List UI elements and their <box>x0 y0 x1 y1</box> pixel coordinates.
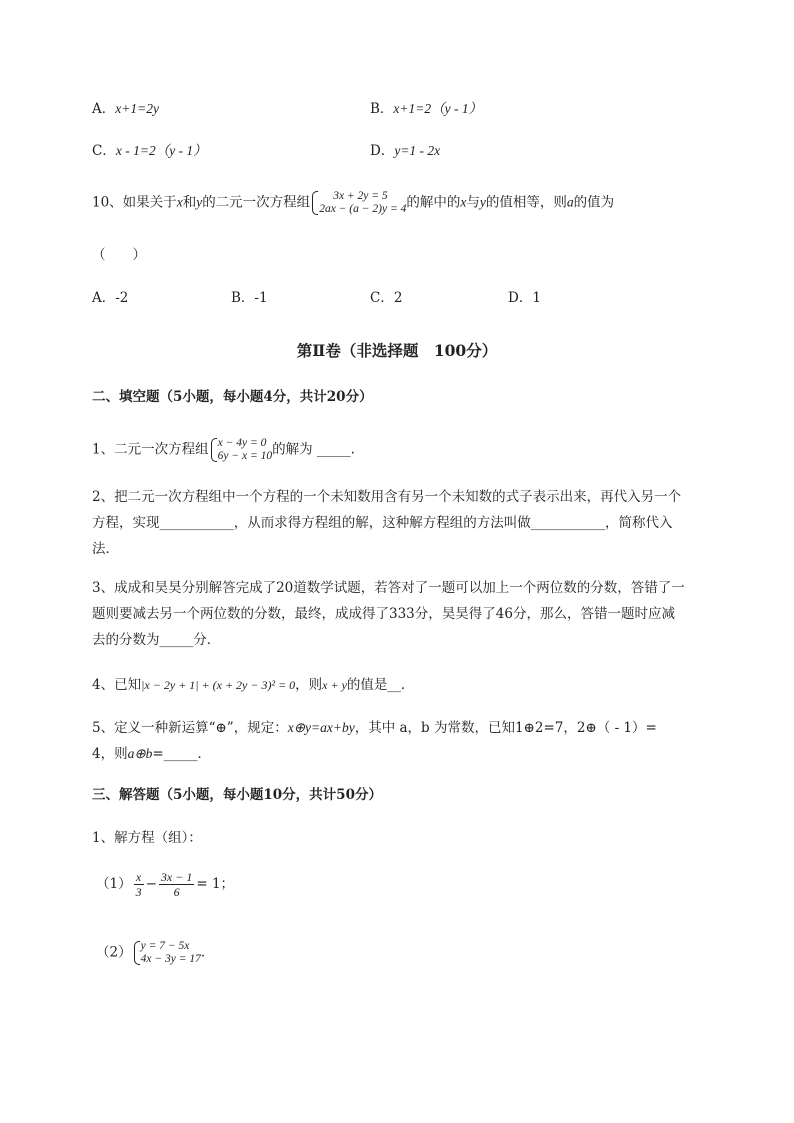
part2-q2-line3: 法． <box>92 541 119 557</box>
part2-q5-line1-c: ，其中 a，b 为常数，已知1⊕2=7，2⊕（ - 1）= <box>354 720 657 736</box>
part2-q1-system <box>209 437 272 463</box>
part2-q5 <box>92 715 657 767</box>
part3-sub2-eq1: y = 7 − 5x <box>140 940 190 952</box>
q10-suffix3: 的值为 <box>573 194 615 211</box>
q10-var-y: y <box>196 194 203 210</box>
part3-sub1 <box>96 870 234 899</box>
part2-q5-line2-c: =_____． <box>152 746 211 762</box>
part2-q5-line1-a: 5、定义一种新运算“⊕”，规定： <box>92 720 288 736</box>
part2-q3-line1: 3、成成和昊昊分别解答完成了20道数学试题，若答对了一题可以加上一个两位数的分数，答错了一 <box>92 580 685 596</box>
part2-q1-suffix: 的解为 _____. <box>272 441 355 458</box>
q9-option-a-label: A． <box>92 101 116 117</box>
q9-option-b <box>370 100 482 118</box>
part2-q1-eq2: 6y − x = 10 <box>217 450 273 462</box>
q9-option-d <box>370 142 440 160</box>
q10-var-a: a <box>566 194 574 210</box>
part3-sub1-label: （1） <box>96 876 132 892</box>
part3-sub2-system <box>132 940 201 966</box>
part3-sub1-den1: 3 <box>135 885 142 899</box>
q10-var-y2: y <box>479 194 486 210</box>
part2-q1-eq1: x − 4y = 0 <box>217 437 267 449</box>
q9-option-c-label: C． <box>92 143 116 159</box>
q10-suffix2: 的值相等，则 <box>485 194 567 211</box>
q10-option-a: A．-2 <box>92 290 129 306</box>
q9-option-d-expr: y=1 - 2x <box>394 143 441 158</box>
q10-var-x: x <box>176 194 183 210</box>
part3-sub1-num1: x <box>134 870 144 885</box>
part2-q4-expr: |x − 2y + 1| + (x + 2y − 3)² = 0 <box>141 678 296 692</box>
q10-with: 与 <box>466 194 480 211</box>
part2-q2 <box>92 484 681 562</box>
q10-suffix1: 的解中的 <box>406 194 461 211</box>
part2-q4-mid: ，则 <box>295 677 323 693</box>
part2-q2-line1: 2、把二元一次方程组中一个方程的一个未知数用含有另一个未知数的式子表示出来，再代入另一个 <box>92 489 682 505</box>
part3-sub1-num2: 3x − 1 <box>160 870 193 884</box>
part2-q5-line1-b: x⊕y=ax+by <box>287 720 355 735</box>
q9-option-a <box>92 100 159 118</box>
q9-option-b-label: B． <box>370 101 394 117</box>
q10-answer-paren: （ ） <box>92 247 146 263</box>
part2-q1 <box>92 437 355 463</box>
part2-q5-line2 <box>92 741 657 767</box>
part3-sub2 <box>96 940 214 966</box>
part2-heading: 二、填空题（5小题，每小题4分，共计20分） <box>92 389 373 405</box>
q10-and: 和 <box>182 194 197 211</box>
part2-q3 <box>92 575 685 653</box>
part3-sub2-end: ． <box>200 944 215 961</box>
q10-option-b: B．-1 <box>231 290 268 306</box>
part3-heading: 三、解答题（5小题，每小题10分，共计50分） <box>92 787 382 803</box>
part3-sub1-frac2 <box>159 870 194 899</box>
q9-option-b-expr: x+1=2（y - 1） <box>393 101 483 116</box>
part3-sub2-label: （2） <box>96 944 132 961</box>
part2-q3-line3: 去的分数为_____分． <box>92 632 221 648</box>
q10-stem <box>92 190 614 216</box>
q10-option-c: C．2 <box>370 290 403 306</box>
q9-option-c <box>92 142 207 160</box>
part3-sub1-minus: − <box>145 876 157 892</box>
part2-q1-prefix: 1、二元一次方程组 <box>92 441 209 458</box>
q10-option-d: D．1 <box>508 290 541 306</box>
part2-q4-suffix: 的值是__． <box>346 677 415 693</box>
q9-option-c-expr: x - 1=2（y - 1） <box>115 143 207 158</box>
part3-sub1-den2: 6 <box>173 885 180 899</box>
part3-sub1-frac1 <box>134 870 144 899</box>
part2-q4-prefix: 4、已知 <box>92 677 142 693</box>
part2-q5-line2-a: 4，则 <box>92 746 128 762</box>
q10-eq2: 2ax − (a − 2)y = 4 <box>319 203 407 215</box>
section-title: 第Ⅱ卷（非选择题 100分） <box>296 341 498 360</box>
q10-eq1: 3x + 2y = 5 <box>333 190 388 202</box>
part3-sub2-eq2: 4x − 3y = 17 <box>140 953 201 965</box>
part3-q1: 1、解方程（组）： <box>92 830 202 846</box>
part2-q5-line1 <box>92 715 657 741</box>
part3-sub1-rhs: = 1； <box>196 876 235 892</box>
q10-equation-system <box>310 190 406 216</box>
part2-q4 <box>92 676 414 694</box>
part2-q5-line2-b: a⊕b <box>127 746 153 761</box>
q10-mid: 的二元一次方程组 <box>202 194 311 211</box>
q10-prefix: 10、如果关于 <box>92 194 177 211</box>
q10-var-x2: x <box>460 194 467 210</box>
part2-q3-line2: 题则要减去另一个两位数的分数，最终，成成得了333分，昊昊得了46分，那么，答错一题时应减 <box>92 606 675 622</box>
q9-option-a-expr: x+1=2y <box>115 101 159 116</box>
part2-q4-xy: x + y <box>322 678 347 692</box>
q9-option-d-label: D． <box>370 143 395 159</box>
part2-q2-line2: 方程，实现___________，从而求得方程组的解，这种解方程组的方法叫做___________，简称代入 <box>92 515 673 531</box>
